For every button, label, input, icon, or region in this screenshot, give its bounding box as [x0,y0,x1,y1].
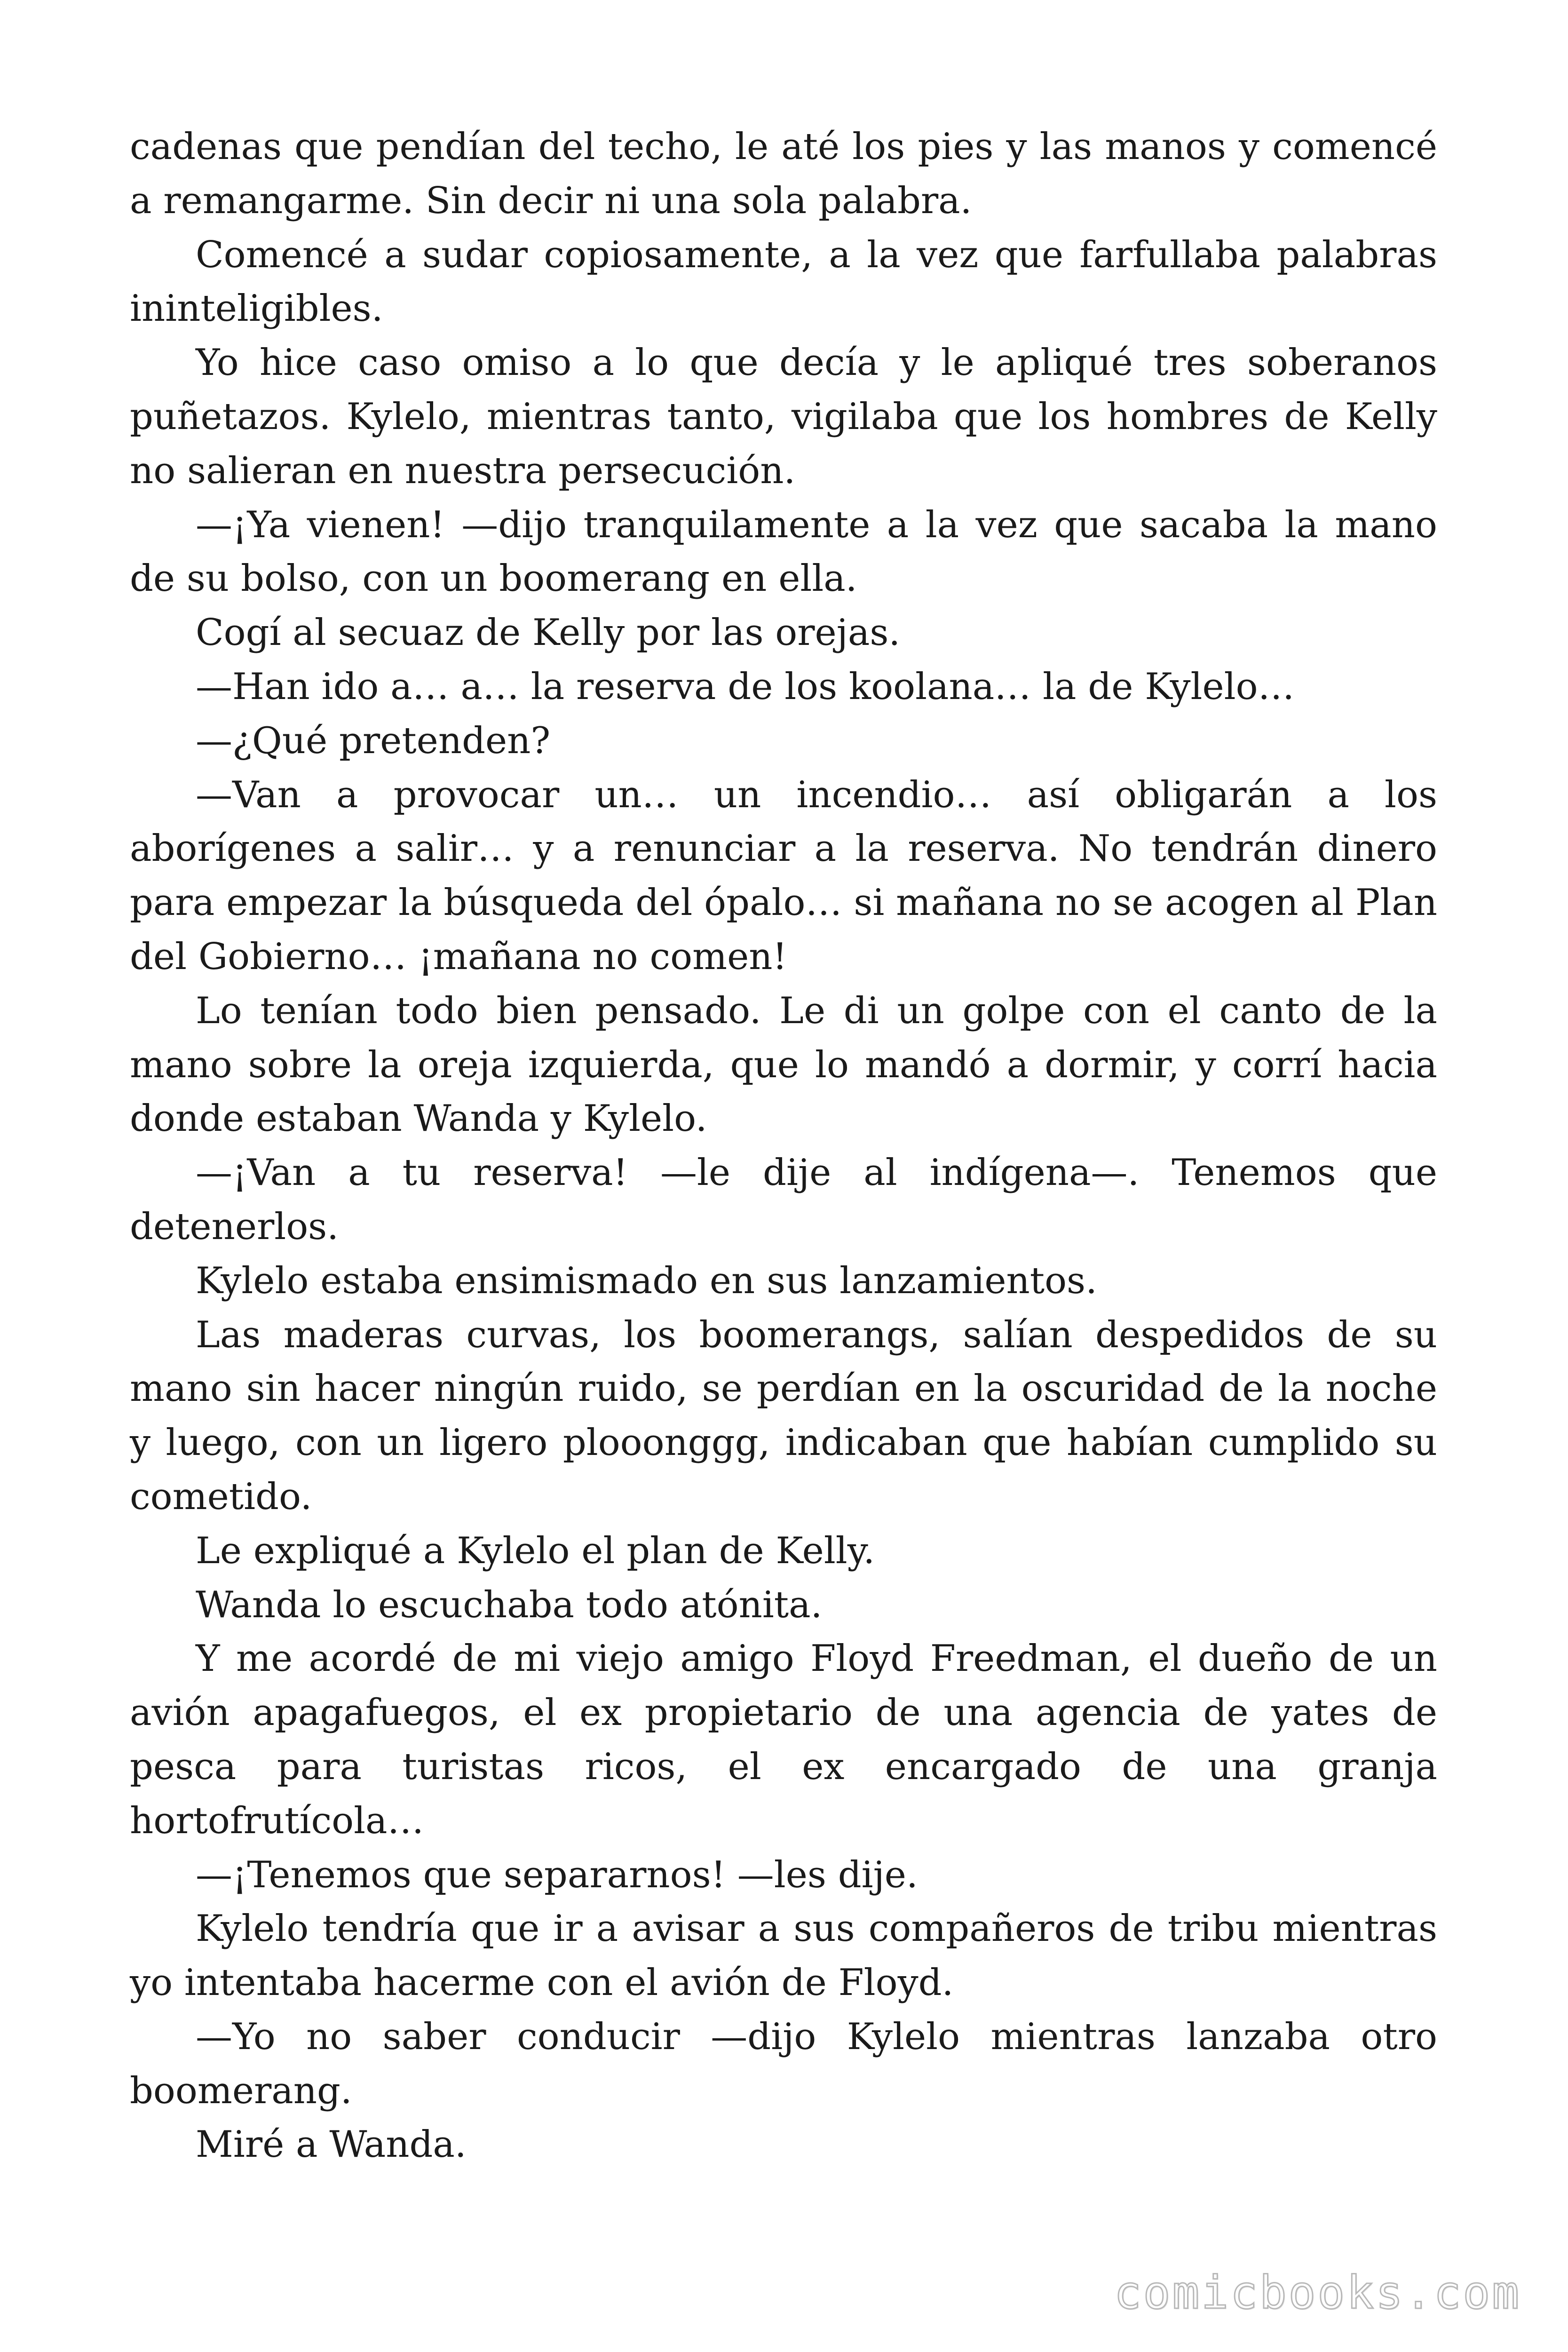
body-text [130,120,1437,2172]
paragraph: Comencé a sudar copiosamente, a la vez que farfullaba palabras ininteligibles. [130,233,1437,330]
paragraph: —¡Ya vienen! —dijo tranquilamente a la vez que sacaba la mano de su bolso, con un boomerang en ella. [130,503,1437,600]
paragraph: —¿Qué pretenden? [196,719,551,762]
paragraph: Yo hice caso omiso a lo que decía y le apliqué tres soberanos puñetazos. Kylelo, mientras tanto, vigilaba que los hombres de Kelly no salieran en nuestra persecución. [130,342,1437,492]
paragraph: Miré a Wanda. [196,2123,467,2166]
paragraph: Lo tenían todo bien pensado. Le di un golpe con el canto de la mano sobre la oreja izquierda, que lo mandó a dormir, y corrí hacia donde estaban Wanda y Kylelo. [130,989,1437,1140]
paragraph: Y me acordé de mi viejo amigo Floyd Freedman, el dueño de un avión apagafuegos, el ex propietario de una agencia de yates de pesca para turistas ricos, el ex encargado de una granja hortofrutícola… [130,1637,1437,1842]
paragraph: —Van a provocar un… un incendio… así obligarán a los aborígenes a salir… y a renunciar a la reserva. No tendrán dinero para empezar la búsqueda del ópalo… si mañana no se acogen al Plan del Gobierno… ¡mañana no comen! [130,773,1437,978]
watermark: comicbooks.com [1114,2266,1521,2319]
paragraph: —¡Tenemos que separarnos! —les dije. [196,1853,918,1896]
paragraph: Le expliqué a Kylelo el plan de Kelly. [196,1529,875,1572]
paragraph: Kylelo tendría que ir a avisar a sus compañeros de tribu mientras yo intentaba hacerme con el avión de Floyd. [130,1907,1437,2004]
paragraph: —Han ido a… a… la reserva de los koolana… la de Kylelo… [196,665,1295,708]
paragraph: Kylelo estaba ensimismado en sus lanzamientos. [196,1259,1097,1302]
paragraph: —Yo no saber conducir —dijo Kylelo mientras lanzaba otro boomerang. [130,2015,1437,2112]
paragraph: Las maderas curvas, los boomerangs, salían despedidos de su mano sin hacer ningún ruido, se perdían en la oscuridad de la noche y luego, con un ligero plooonggg, indicaban que habían cumplido su cometido. [130,1313,1437,1518]
paragraph: —¡Van a tu reserva! —le dije al indígena—. Tenemos que detenerlos. [130,1152,1437,1248]
paragraph: Wanda lo escuchaba todo atónita. [196,1583,823,1626]
paragraph: Cogí al secuaz de Kelly por las orejas. [196,612,901,654]
paragraph: cadenas que pendían del techo, le até los pies y las manos y comencé a remangarme. Sin decir ni una sola palabra. [130,126,1437,222]
